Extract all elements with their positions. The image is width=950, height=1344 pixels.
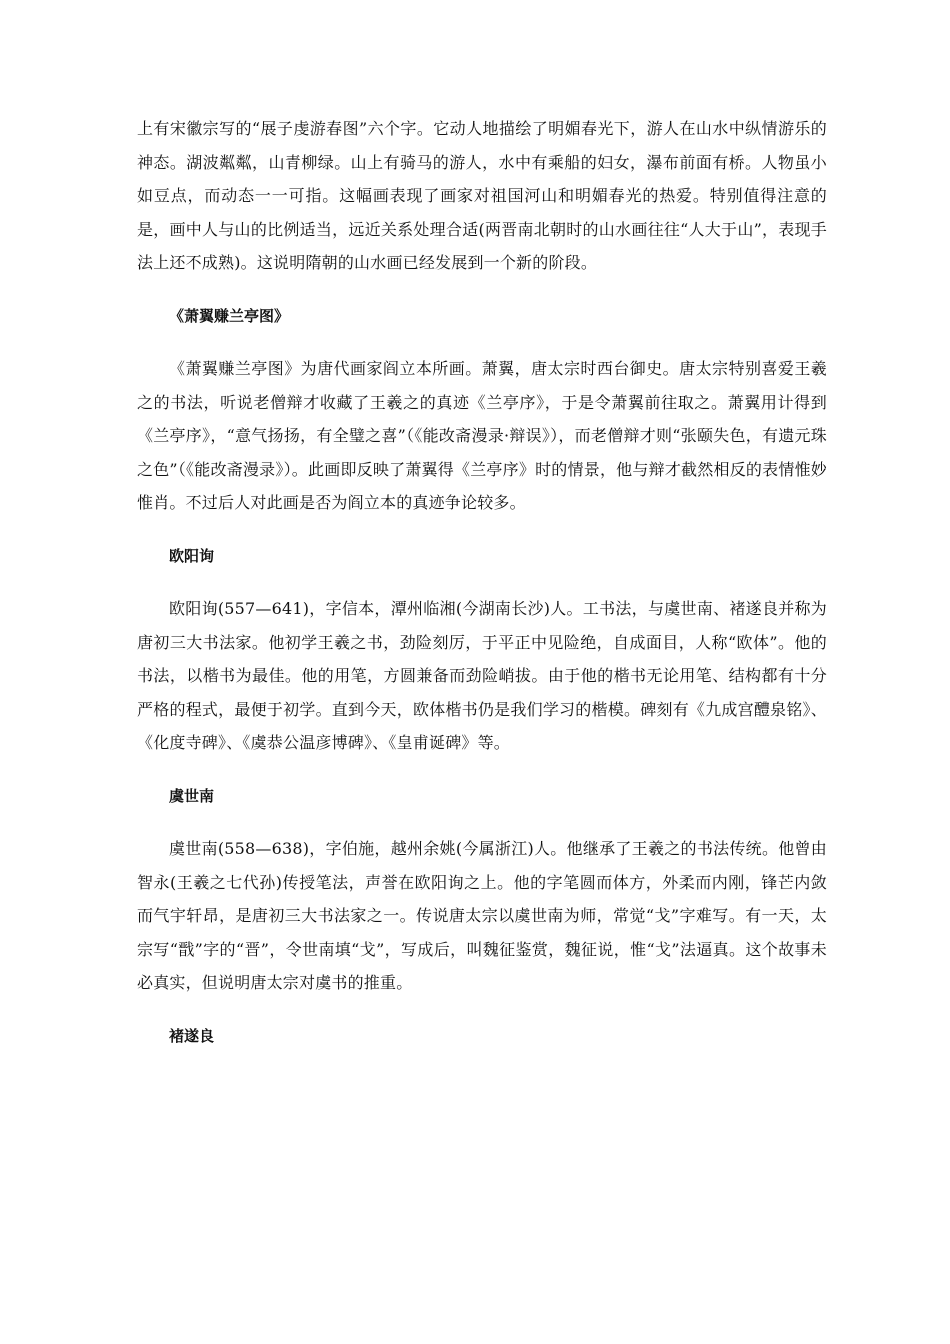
heading-xiaoyi-lantingtu: 《萧翼赚兰亭图》: [169, 306, 290, 325]
paragraph-xiaoyi-lantingtu: 《萧翼赚兰亭图》为唐代画家阎立本所画。萧翼，唐太宗时西台御史。唐太宗特别喜爱王羲之的书法，听说老僧辩才收藏了王羲之的真迹《兰亭序》，于是令萧翼前往取之。萧翼用计得到《兰亭序》，“意气扬扬，有全璧之喜”（《能改斋漫录·辩误》），而老僧辩才则“张颐失色，有遗元珠之色”（《能改斋漫录》）。此画即反映了萧翼得《兰亭序》时的情景，他与辩才截然相反的表情惟妙惟肖。不过后人对此画是否为阎立本的真迹争论较多。: [137, 359, 827, 512]
paragraph-youchuntu: 上有宋徽宗写的“展子虔游春图”六个字。它动人地描绘了明媚春光下，游人在山水中纵情游乐的神态。湖波粼粼，山青柳绿。山上有骑马的游人，水中有乘船的妇女，瀑布前面有桥。人物虽小如豆点，而动态一一可指。这幅画表现了画家对祖国河山和明媚春光的热爱。特别值得注意的是，画中人与山的比例适当，远近关系处理合适(两晋南北朝时的山水画往往“人大于山”，表现手法上还不成熟)。这说明隋朝的山水画已经发展到一个新的阶段。: [137, 119, 827, 272]
document-page: [137, 112, 827, 1053]
paragraph-ouyang-xun: 欧阳询(557—641)，字信本，潭州临湘(今湖南长沙)人。工书法，与虞世南、褚遂良并称为唐初三大书法家。他初学王羲之书，劲险刻厉，于平正中见险绝，自成面目，人称“欧体”。他的书法，以楷书为最佳。他的用笔，方圆兼备而劲险峭拔。由于他的楷书无论用笔、结构都有十分严格的程式，最便于初学。直到今天，欧体楷书仍是我们学习的楷模。碑刻有《九成宫醴泉铭》、《化度寺碑》、《虞恭公温彦博碑》、《皇甫诞碑》等。: [137, 599, 827, 752]
heading-ouyang-xun: 欧阳询: [169, 546, 215, 565]
paragraph-yu-shinan: 虞世南(558—638)，字伯施，越州余姚(今属浙江)人。他继承了王羲之的书法传统。他曾由智永(王羲之七代孙)传授笔法，声誉在欧阳询之上。他的字笔圆而体方，外柔而内刚，锋芒内敛而气宇轩昂，是唐初三大书法家之一。传说唐太宗以虞世南为师，常觉“戈”字难写。有一天，太宗写“戬”字的“晋”，令世南填“戈”，写成后，叫魏征鉴赏，魏征说，惟“戈”法逼真。这个故事未必真实，但说明唐太宗对虞书的推重。: [137, 839, 827, 992]
heading-yu-shinan: 虞世南: [169, 786, 215, 805]
heading-chu-suiliang: 褚遂良: [169, 1026, 215, 1045]
